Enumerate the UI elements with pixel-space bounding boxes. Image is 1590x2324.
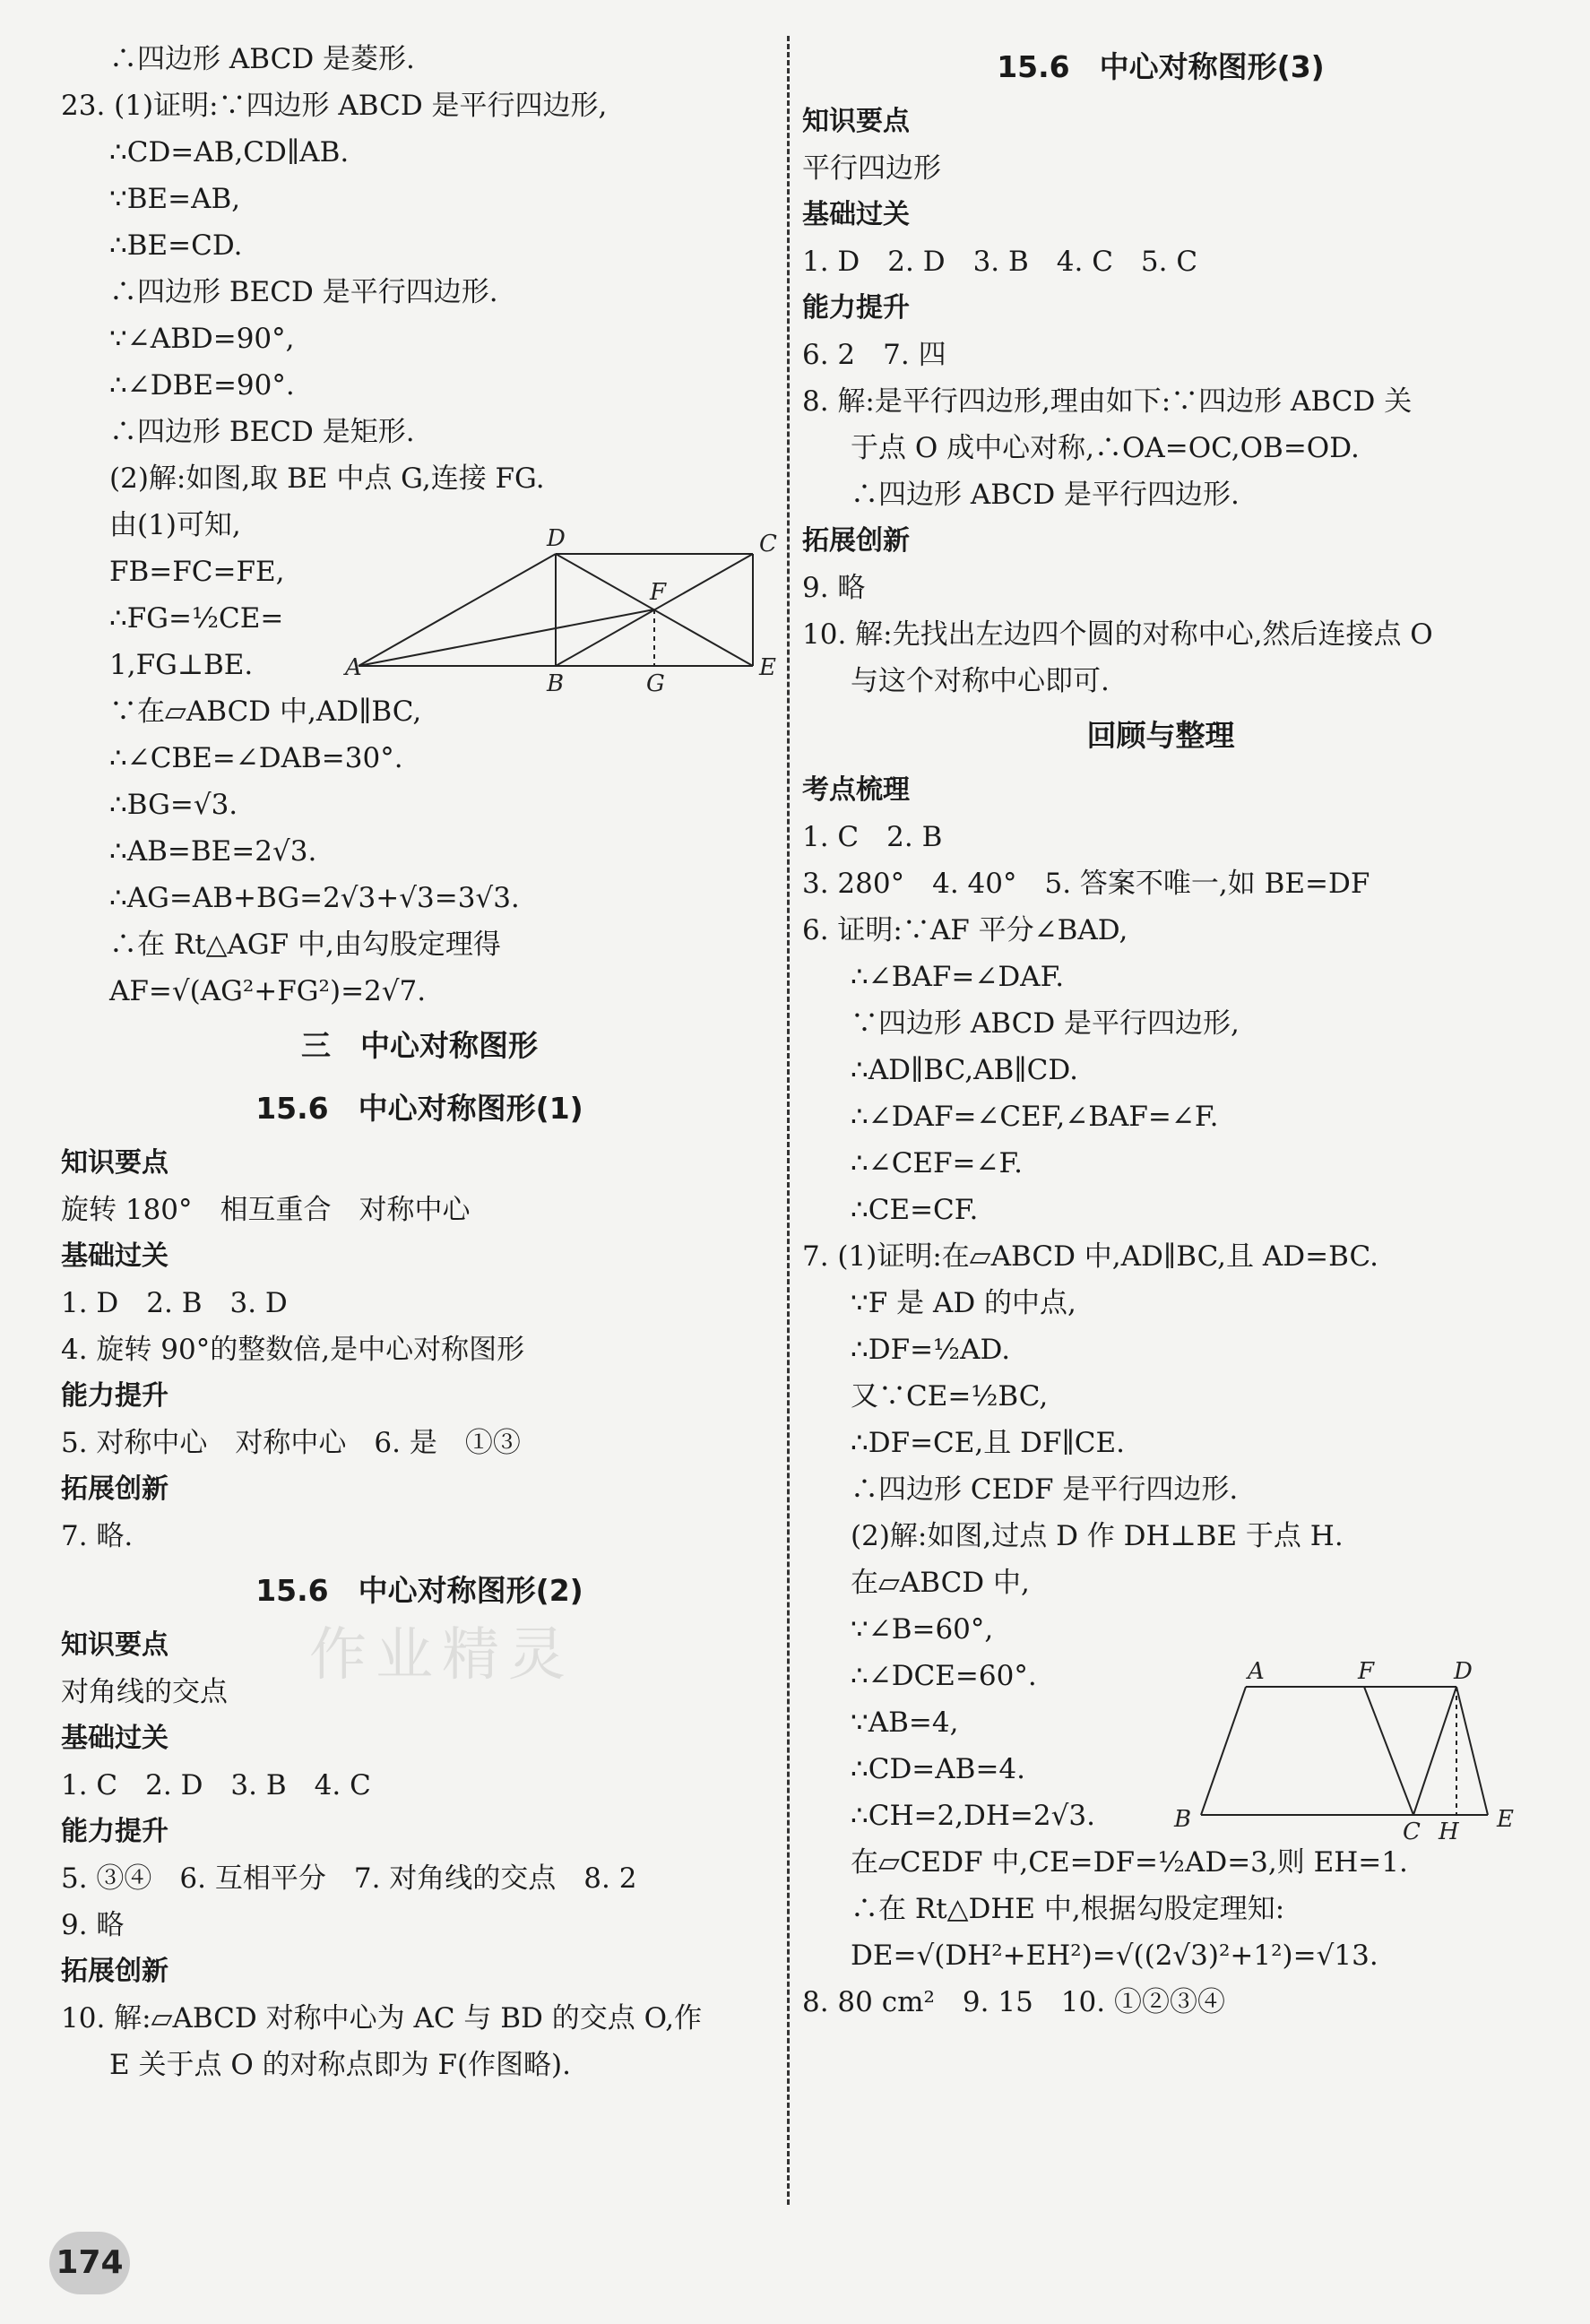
answer-line: ∴AB=BE=2√3. — [109, 835, 317, 868]
answer-line: ∵AB=4, — [851, 1706, 959, 1739]
fig2-label-c: C — [1403, 1819, 1421, 1845]
fig1-label-f: F — [650, 579, 667, 606]
answer-line: ∵F 是 AD 的中点, — [851, 1287, 1076, 1319]
answer-line: 1,FG⊥BE. — [109, 649, 254, 681]
answer-line: ∴FG=½CE= — [109, 602, 284, 635]
answer-line: ∵在▱ABCD 中,AD∥BC, — [109, 695, 422, 728]
section-title: 15.6 中心对称图形(2) — [255, 1573, 583, 1608]
answer-line: 1. D 2. D 3. B 4. C 5. C — [802, 246, 1198, 278]
left-column — [61, 36, 778, 2088]
section-title: 15.6 中心对称图形(1) — [255, 1091, 583, 1126]
answer-line: 6. 证明:∵AF 平分∠BAD, — [802, 914, 1128, 946]
answer-line: ∵∠ABD=90°, — [109, 323, 295, 355]
answer-line: ∴BE=CD. — [109, 229, 243, 262]
answer-line: ∴四边形 ABCD 是菱形. — [109, 43, 415, 75]
column-divider — [787, 36, 790, 2205]
answer-line: 1. C 2. D 3. B 4. C — [61, 1769, 371, 1801]
section-heading: 拓展创新 — [61, 1473, 169, 1505]
answer-line: 8. 80 cm² 9. 15 10. ①②③④ — [802, 1986, 1225, 2018]
fig2-label-e: E — [1497, 1806, 1514, 1833]
answer-line: ∴∠DCE=60°. — [851, 1660, 1037, 1692]
answer-line: ∵BE=AB, — [109, 183, 241, 215]
figure-parallelogram-abcd — [1174, 1654, 1528, 1845]
fig1-label-b: B — [547, 670, 565, 697]
answer-line: 平行四边形 — [802, 152, 941, 185]
section-title: 回顾与整理 — [1086, 718, 1235, 753]
section-heading: 能力提升 — [61, 1380, 169, 1412]
figure-rectangle-bdce — [345, 524, 784, 697]
answer-line: 又∵CE=½BC, — [851, 1380, 1049, 1413]
answer-line: 对角线的交点 — [61, 1676, 228, 1708]
answer-line: ∴∠BAF=∠DAF. — [851, 961, 1065, 993]
answer-line: 1. C 2. B — [802, 821, 943, 853]
answer-line: ∴CD=AB=4. — [851, 1753, 1025, 1785]
section-heading: 拓展创新 — [802, 525, 910, 557]
answer-line: ∴DF=½AD. — [851, 1334, 1011, 1366]
fig1-label-e: E — [759, 654, 776, 681]
answer-line: ∴CD=AB,CD∥AB. — [109, 136, 350, 168]
answer-line: AF=√(AG²+FG²)=2√7. — [109, 975, 427, 1007]
answer-line: 10. 解:▱ABCD 对称中心为 AC 与 BD 的交点 O,作 — [61, 2002, 703, 2035]
answer-line: 10. 解:先找出左边四个圆的对称中心,然后连接点 O — [802, 618, 1433, 651]
answer-line: 于点 O 成中心对称,∴OA=OC,OB=OD. — [851, 432, 1360, 464]
answer-line: 23. (1)证明:∵四边形 ABCD 是平行四边形, — [61, 90, 608, 122]
section-heading: 知识要点 — [61, 1147, 169, 1179]
page-number: 174 — [49, 2232, 130, 2294]
section-heading: 基础过关 — [61, 1723, 169, 1754]
answer-line: ∴AG=AB+BG=2√3+√3=3√3. — [109, 882, 520, 914]
answer-line: ∴∠DBE=90°. — [109, 369, 295, 402]
answer-line: (2)解:如图,取 BE 中点 G,连接 FG. — [109, 462, 545, 495]
fig2-label-d: D — [1454, 1658, 1473, 1685]
answer-line: 7. (1)证明:在▱ABCD 中,AD∥BC,且 AD=BC. — [802, 1240, 1378, 1273]
answer-line: 4. 旋转 90°的整数倍,是中心对称图形 — [61, 1334, 525, 1366]
fig2-label-a: A — [1248, 1658, 1265, 1685]
answer-line: ∴∠CBE=∠DAB=30°. — [109, 742, 403, 774]
answer-line: 5. 对称中心 对称中心 6. 是 ①③ — [61, 1427, 521, 1459]
answer-line: 8. 解:是平行四边形,理由如下:∵四边形 ABCD 关 — [802, 385, 1413, 418]
fig2-label-h: H — [1439, 1819, 1459, 1845]
answer-line: 在▱ABCD 中, — [851, 1567, 1030, 1599]
answer-line: 旋转 180° 相互重合 对称中心 — [61, 1194, 471, 1226]
fig2-label-b: B — [1174, 1806, 1192, 1833]
section-heading: 能力提升 — [802, 292, 910, 324]
answer-line: 9. 略 — [61, 1909, 125, 1941]
section-heading: 考点梳理 — [802, 774, 910, 806]
answer-line: ∴在 Rt△DHE 中,根据勾股定理知: — [851, 1893, 1285, 1925]
section-heading: 能力提升 — [61, 1816, 169, 1847]
fig2-label-f: F — [1358, 1658, 1375, 1685]
answer-line: ∴CH=2,DH=2√3. — [851, 1800, 1095, 1832]
answer-line: ∴∠DAF=∠CEF,∠BAF=∠F. — [851, 1101, 1219, 1133]
answer-line: DE=√(DH²+EH²)=√((2√3)²+1²)=√13. — [851, 1940, 1378, 1972]
answer-line: ∴四边形 CEDF 是平行四边形. — [851, 1473, 1239, 1506]
answer-line: 9. 略 — [802, 572, 866, 604]
answer-line: 7. 略. — [61, 1520, 134, 1552]
answer-line: (2)解:如图,过点 D 作 DH⊥BE 于点 H. — [851, 1520, 1344, 1552]
answer-line: FB=FC=FE, — [109, 556, 285, 588]
watermark: 作业精灵 — [309, 1622, 575, 1689]
answer-line: ∴AD∥BC,AB∥CD. — [851, 1054, 1078, 1086]
fig1-label-c: C — [759, 531, 777, 557]
answer-line: 与这个对称中心即可. — [851, 665, 1110, 697]
answer-line: 在▱CEDF 中,CE=DF=½AD=3,则 EH=1. — [851, 1846, 1408, 1879]
answer-line: 3. 280° 4. 40° 5. 答案不唯一,如 BE=DF — [802, 868, 1370, 900]
answer-line: 5. ③④ 6. 互相平分 7. 对角线的交点 8. 2 — [61, 1862, 637, 1895]
section-heading: 基础过关 — [802, 199, 910, 230]
answer-line: ∵四边形 ABCD 是平行四边形, — [851, 1007, 1240, 1040]
fig1-label-g: G — [646, 670, 665, 697]
answer-line: ∴四边形 BECD 是矩形. — [109, 416, 415, 448]
section-heading: 基础过关 — [61, 1240, 169, 1272]
answer-line: ∴∠CEF=∠F. — [851, 1147, 1024, 1179]
section-heading: 拓展创新 — [61, 1956, 169, 1987]
answer-line: ∴DF=CE,且 DF∥CE. — [851, 1427, 1126, 1459]
answer-line: 6. 2 7. 四 — [802, 339, 946, 371]
answer-line: 1. D 2. B 3. D — [61, 1287, 288, 1319]
section-heading: 知识要点 — [61, 1629, 169, 1661]
answer-line: 由(1)可知, — [109, 509, 241, 541]
answer-line: ∵∠B=60°, — [851, 1613, 994, 1646]
answer-line: ∴四边形 BECD 是平行四边形. — [109, 276, 498, 308]
answer-line: ∴在 Rt△AGF 中,由勾股定理得 — [109, 929, 501, 961]
fig1-label-d: D — [547, 525, 566, 552]
answer-line: E 关于点 O 的对称点即为 F(作图略). — [109, 2049, 572, 2081]
answer-line: ∴四边形 ABCD 是平行四边形. — [851, 479, 1240, 511]
section-title: 三 中心对称图形 — [301, 1028, 538, 1063]
answer-line: ∴BG=√3. — [109, 789, 238, 821]
section-title: 15.6 中心对称图形(3) — [997, 49, 1325, 84]
fig1-label-a: A — [345, 654, 362, 681]
section-heading: 知识要点 — [802, 106, 910, 137]
answer-line: ∴CE=CF. — [851, 1194, 979, 1226]
